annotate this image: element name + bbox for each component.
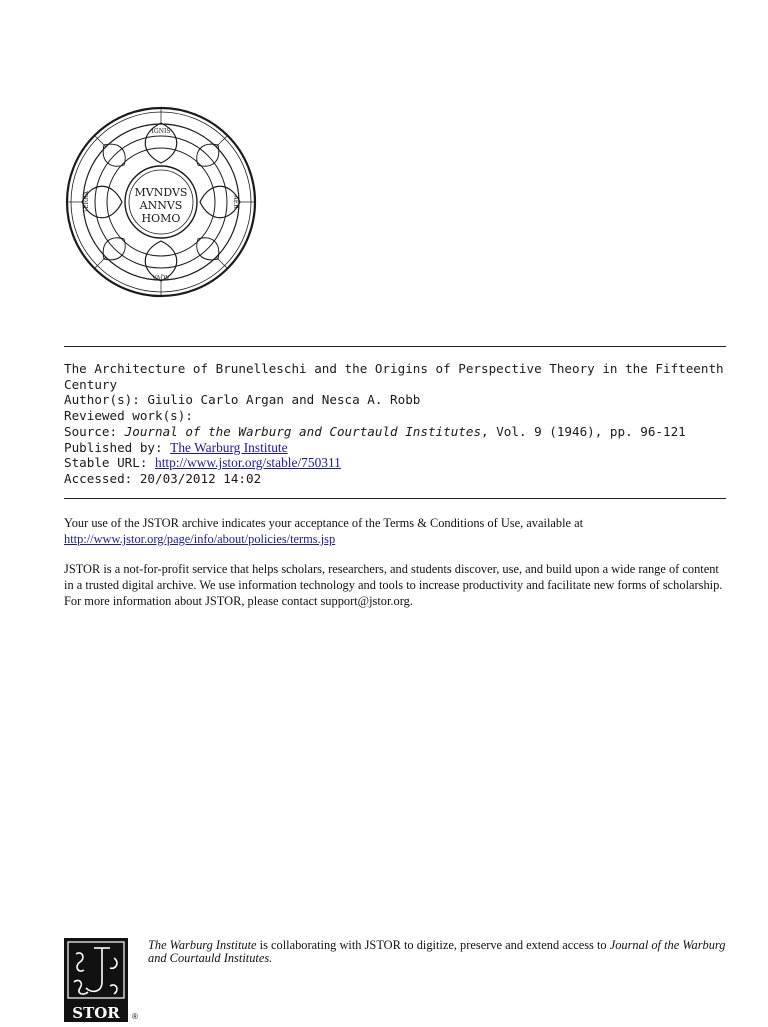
article-title [64,361,726,392]
authors-value: Giulio Carlo Argan and Nesca A. Robb [147,392,421,408]
bottom-divider [64,498,726,499]
emblem-center-line-1: MVNDVS [134,186,188,199]
publisher-link[interactable]: The Warburg Institute [170,439,288,455]
partner-name: The Warburg Institute [148,938,257,952]
stable-url-line [64,455,726,471]
jstor-logo-text: STOR [72,1004,120,1022]
collaboration-text: is collaborating with JSTOR to digitize, preserve and extend access to [256,938,610,952]
accessed-label: Accessed: [64,470,133,486]
jstor-logo-graphic [64,938,128,1022]
jstor-about-paragraph [64,561,726,609]
footer-journal-name: Journal of the Warburg and Courtauld Institutes. [148,938,726,965]
authors-label: Author(s): [64,392,140,408]
emblem-ring-word-right: AER [232,195,239,209]
stable-url-link[interactable]: http://www.jstor.org/stable/750311 [155,455,341,471]
terms-notice [64,515,726,547]
jstor-about-text: JSTOR is a not-for-profit service that helps scholars, researchers, and students discover, use, and build upon a wide range of content in a trusted digital archive. We use information technology and tools to increase productivity and facilitate new forms of scholarship. For more information about JSTOR, please contact support@jstor.org. [64,562,723,608]
accessed-line [64,471,726,487]
stable-url-label: Stable URL: [64,455,148,471]
terms-text: Your use of the JSTOR archive indicates your acceptance of the Terms & Conditions of Use, available at [64,516,584,530]
reviewed-label: Reviewed work(s): [64,408,193,424]
source-details: , Vol. 9 (1946), pp. 96-121 [481,423,686,439]
emblem-ring-word-bottom: AQVA [152,273,170,280]
reviewed-works-line [64,408,726,424]
article-title-line-2: Century [64,376,118,392]
article-metadata [64,361,726,487]
source-line [64,424,726,440]
authors-line [64,392,726,408]
collaboration-notice [148,939,728,964]
emblem-ring-word-left: TERRA [83,191,90,213]
emblem-center-line-2: ANNVS [139,199,183,212]
terms-link[interactable]: http://www.jstor.org/page/info/about/policies/terms.jsp [64,532,336,546]
source-label: Source: [64,423,118,439]
top-divider [64,346,726,347]
emblem-center-line-3: HOMO [141,212,181,225]
article-title-line-1: The Architecture of Brunelleschi and the Origins of Perspective Theory in the Fifteenth [64,361,724,376]
emblem-ring-word-top: IGNIS [151,128,171,135]
accessed-value: 20/03/2012 14:02 [139,470,262,486]
published-label: Published by: [64,439,163,455]
published-line [64,440,726,456]
mundus-annus-homo-emblem [62,103,260,301]
registered-mark: ® [132,1012,138,1021]
source-journal: Journal of the Warburg and Courtauld Institutes [124,423,482,439]
jstor-logo [64,938,128,1022]
